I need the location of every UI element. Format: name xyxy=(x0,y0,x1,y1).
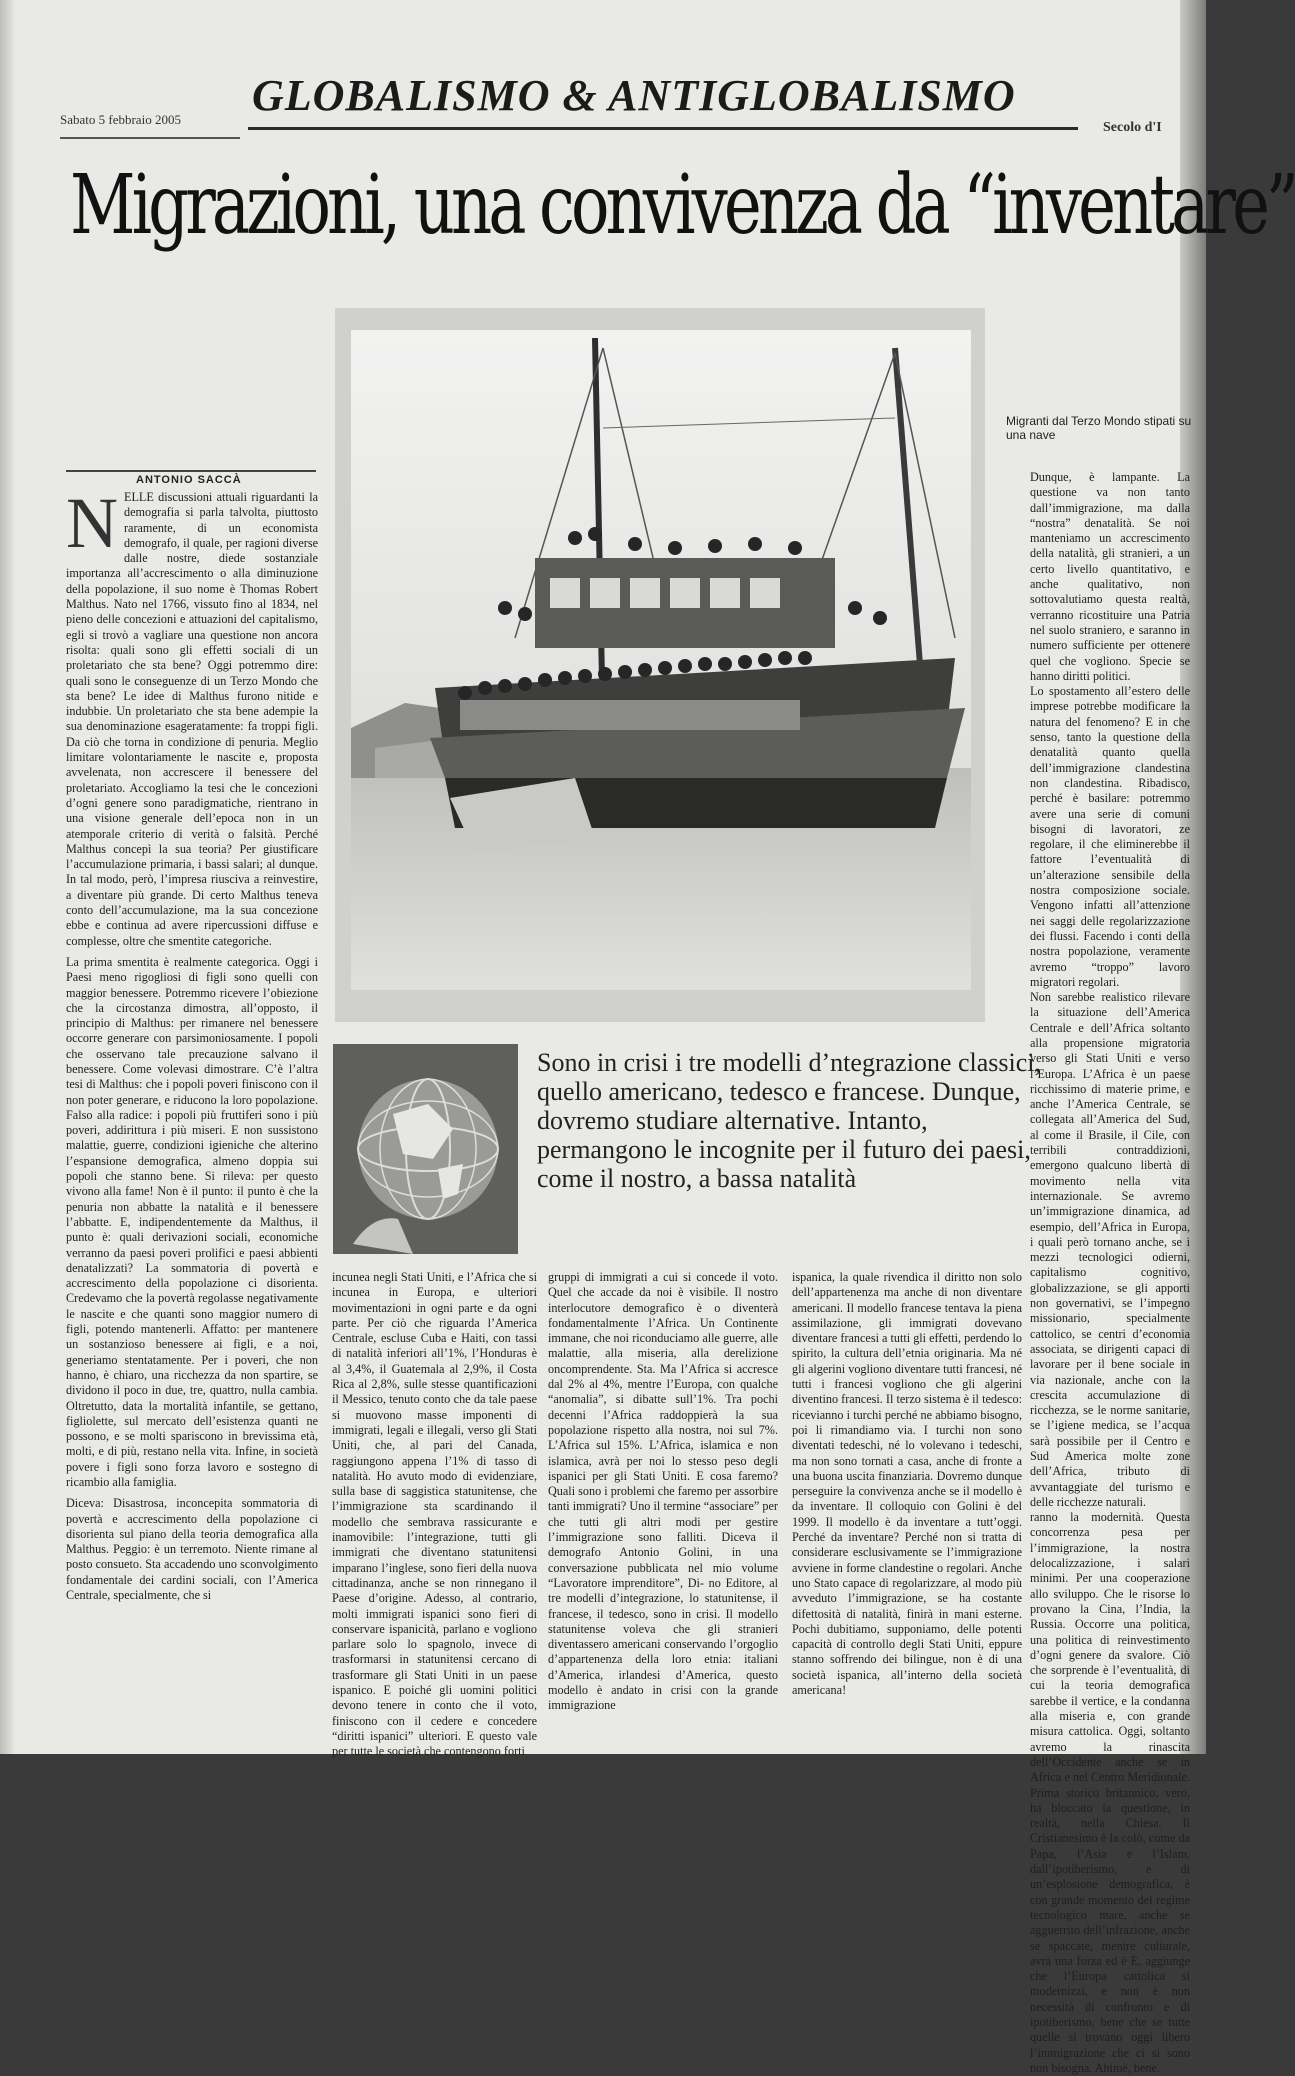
column-5-paragraph-3: Non sarebbe realistico rilevare la situazione dell’America Centrale e dell’Africa soltanto alla propensione migratoria verso gli Stati Uniti e verso l’Europa. L’Africa è un paese ricchissimo di materie prime, e anche l’America Centrale, se collegata all’America del Sud, al come il Brasile, il Cile, con terribili contraddizioni, emergono qualcuno libertà di movimento nella vita internazionale. Se avremo un’immigrazione dinamica, ad esempio, dell’Africa in Europa, i quali però tornano anche, se i mezzi tecnologici odierni, capitalismo cognitivo, globalizzazione, se gli apporti non governativi, se l’impegno missionario, specialmente cattolico, se centri d’economia associata, se dirigenti capaci di lavorare per il bene sociale in via nazionale, anche con la crescita accumulazione di ricchezza, se le norme sanitarie, se l’igiene medica, se l’acqua sarà possibile per il Centro e Sud America molte zone dell’Africa, tributo di avvantaggiate del turismo e delle ricchezze naturali. xyxy=(1030,990,1190,1509)
photo-illustration xyxy=(335,308,985,1022)
article-column-1 xyxy=(66,483,318,1730)
migrant-ship-photo xyxy=(335,308,985,1022)
globe-photo xyxy=(333,1044,518,1254)
column-5-paragraph-2: Lo spostamento all’estero delle imprese potrebbe modificare la natura del fenomeno? E in che senso, tanto la questione della denatalità quanto quella dell’immigrazione clandestina non clandestina. Ribadisco, perché è basilare: potremmo avere una serie di comuni bisogni di lavoratori, ze regolare, il che eliminerebbe il fattore l’eventualità di un’alterazione sensibile della nostra composizione sociale. Vengono infatti all’attenzione nei saggi delle regolarizzazione dei flussi. Facendo i conti della nostra popolazione, veramente avremo “troppo” lavoro migratori regolari. xyxy=(1030,684,1190,989)
column-1-paragraph-2: La prima smentita è realmente categorica. Oggi i Paesi meno rigogliosi di figli sono quelli con maggior benessere. Potremmo ricevere l’obiezione che la circostanza dimostra, all’opposto, il principio di Malthus: per rimanere nel benessere occorre generare con parsimoniosamente. I popoli che osservano tale precauzione salvano il benessere. Come volevasi dimostrare. C’è l’altra tesi di Malthus: che i popoli poveri finiscono con il non poter generare, e riducono la loro popolazione. Falso alla radice: i popoli più fruttiferi sono i più poveri, addirittura i più miseri. E non sussistono malattie, guerre, condizioni igieniche che alterino l’espansione demografica, almeno doppia sui popoli che stanno bene. Si rileva: per questo vivono alla fame! Non è il punto: il punto è che la penuria non abbatte la natalità e il benessere l’abbatte. E, indipendentemente da Malthus, il punto è: quali derivazioni sociali, economiche verranno da paesi poveri prolifici e paesi abbienti denatalizzati? La sommatoria di povertà e accrescimento della popolazione ci disorienta. Credevamo che la povertà regolasse negativamente le nascite e che quanti sono maggior numero di figli, potendo mantenerli. Affatto: per mantenere un sostanzioso benessere ai figli, e a noi, generiamo stentatamente. Per i poveri, che non hanno, è chiaro, una ricchezza da non spartire, se dividono il poco in due, tre, quattro, nulla cambia. Oltretutto, data la mortalità infantile, se gettano, figliolette, sul mercato dell’esistenza quanti ne possono, e se molti spariscono in brevissima età, molti, e di più, restano nella vita. Infine, in società povere i figli sono forza lavoro e sostegno di ricambio alla famiglia. xyxy=(66,954,318,1489)
byline-rule xyxy=(66,470,316,472)
globe-illustration xyxy=(333,1044,518,1254)
article-column-3: gruppi di immigrati a cui si concede il voto. Quel che accade da noi è visibile. Il nostro interlocutore demografico è o diventerà fondamentalmente l’Africa. Un Continente immane, che noi riconduciamo alle guerre, alle malattie, alla miseria, alla derelizione oncomprendente. Sta. Ma l’Africa si accresce dal 2% al 4%, mentre l’Europa, con qualche “anomalia”, si dibatte sull’1%. Tra pochi decenni l’Africa raddoppierà la sua popolazione rispetto alla nostra, noi sul 7%. L’Africa sul 15%. L’Africa, islamica e non islamica, avrà per noi lo stesso peso degli ispanici per gli Stati Uniti. E cosa faremo? Quali sono i problemi che faremo per assorbire tanti immigrati? Uno il termine “associare” per che tutti gli altri modi per gestire l’immigrazione sono falliti. Diceva il demografo Antonio Golini, in una conversazione pubblicata nel mio volume “Lavoratore imprenditore”, Di- no Editore, al tre modelli d’integrazione, lo statunitense, il francese, il tedesco, sono in crisi. Il modello statunitense voleva che gli stranieri diventassero americani conservando l’orgoglio d’appartenenza della loro etnia: italiani d’America, irlandesi d’America, questo modello è andato in crisi con la grande immigrazione xyxy=(548,1270,778,1713)
masthead-fragment: Secolo d'I xyxy=(1103,120,1162,135)
drop-cap: N xyxy=(66,483,118,563)
article-column-5 xyxy=(1030,470,1190,2075)
column-5-paragraph-4: ranno la modernità. Questa concorrenza pesa per l’immigrazione, la nostra delocalizzazione, i salari minimi. Per una cooperazione allo sviluppo. Che le risorse lo provano la Cina, l’India, la Russia. Occorre una politica, una politica di reinvestimento d’ogni genere da svalore. Ciò che sorprende è l’eventualità, di cui la teoria demografica sarebbe il vertice, e la condanna alla miseria e, con grande misura cattolica. Oggi, soltanto avremo la rinascita dell’Occidente anche se in Africa e nel Centro Meridionale. Prima storico britannico, vero, ha bloccato la questione, in realtà, nella Chiesa. Il Cristianesimo è la colò, come da Papa, l’Asia e l’Islam, dall’ipotiberismo, e di un’esplosione demografica, è con grande momento del regime tecnologico mare, anche se agguerrito dell’infrazione, anche se spaccate, mentre culturale, avrà una forza ed è E, aggiunge che l’Europa cattolica si modernizzi, e non è non necessità di confronto e di ipotiberismo, bene che se tutte quelle si trovano oggi libero l’immigrazione che ci si sono non bisogna. Ahimè, bene. xyxy=(1030,1510,1190,2075)
page-left-edge xyxy=(0,0,14,1754)
date-rule xyxy=(60,137,240,139)
section-title: GLOBALISMO & ANTIGLOBALISMO xyxy=(252,71,1016,120)
column-5-paragraph-1: Dunque, è lampante. La questione va non tanto dall’immigrazione, ma dalla “nostra” denatalità. Se noi manteniamo un accrescimento della natalità, gli stranieri, a un certo livello quantitativo, e anche qualitativo, non sottovalutiamo questa realtà, verranno ricostituire una Patria nel suolo straniero, e saranno in numero sufficiente per ottenere quel che vogliono. Specie se hanno diritti politici. xyxy=(1030,470,1190,683)
article-column-4: ispanica, la quale rivendica il diritto non solo dell’appartenenza ma anche di non diventare americani. Il modello francese tentava la piena assimilazione, gli immigrati dovevano diventare francesi a tutti gli effetti, perdendo lo spirito, la cultura dell’etnia originaria. Ma né gli algerini vogliono diventare tutti francesi, né tutti i francesi vogliono che gli algerini diventino francesi. Il terzo sistema è il tedesco: ricevianno i turchi perché ne abbiamo bisogno, poi li rimandiamo via. I turchi non sono diventati tedeschi, né lo volevano i tedeschi, ma non sono tornati a casa, anche di fronte a una buona uscita finanziaria. Dovremo dunque perseguire la convivenza anche se il modello è da inventare. Il colloquio con Golini è del 1999. Il modello è da inventare a tutt’oggi. Perché da inventare? Perché non si tratta di considerare esclusivamente se l’immigrazione avviene in forme clandestine o regolari. Anche uno Stato capace di regolarizzare, al modo più avveduto l’immigrazione, se ha costante difettosità di natalità, finirà in mani esterne. Pochi dubitiamo, supponiamo, delle potenti capacità di controllo degli Stati Uniti, eppure stanno soffrendo dei bilingue, non è di una società ispanica, all’interno della società americana! xyxy=(792,1270,1022,1698)
column-1-paragraph-3: Diceva: Disastrosa, inconcepita sommatoria di povertà e accrescimento della popolazione ci disorienta sul piano della teoria demografica alla Malthus. Peggio: è un terremoto. Niente rimane al posto consueto. Sta accadendo uno sconvolgimento fondamentale dei cardini sociali, con l’America Centrale, specialmente, che si xyxy=(66,1496,318,1603)
issue-date: Sabato 5 febbraio 2005 xyxy=(60,112,181,127)
pull-quote: Sono in crisi i tre modelli d’ntegrazione classici, quello americano, tedesco e francese. Dunque, dovremo studiare alternative. Intanto, permangono le incognite per il futuro dei paesi, come il nostro, a bassa natalità xyxy=(537,1048,1041,1193)
photo-caption: Migranti dal Terzo Mondo stipati su una nave xyxy=(1006,414,1192,442)
headline: Migrazioni, una convivenza da “inventare” xyxy=(70,158,1295,253)
byline: ANTONIO SACCÀ xyxy=(136,474,242,486)
column-1-paragraph-1: ELLE discussioni attuali riguardanti la demografia si parla talvolta, piuttosto raramente, di un economista demografo, il quale, per ragioni diverse dalle nostre, diede sostanziale importanza all’accrescimento o alla diminuzione della popolazione, il suo nome è Thomas Robert Malthus. Nato nel 1766, vissuto fino al 1834, nel pieno delle concezioni e attuazioni del capitalismo, egli si trovò a vagliare una questione non ancora risolta: quali sono gli effetti sociali di un proletariato che sta bene? Oggi potremmo dire: quali sono le conseguenze di un Terzo Mondo che sta bene? Le idee di Malthus furono nitide e indubbie. Un proletariato che sta bene adempie la sua denominazione esageratamente: fa troppi figli. Da ciò che torna in condizione di penuria. Meglio limitare volontariamente le nascite e, proposta avvelenata, non accrescere il benessere del proletariato. Accogliamo la tesi che le concezioni d’ogni genere sono paradigmatiche, rientrano in una visione generale dell’epoca non in un atemporale criterio di verità o falsità. Perché Malthus concepì la sua teoria? Per giustificare l’accumulazione primaria, i bassi salari; al dunque. In tal modo, però, l’impresa riusciva a reinvestire, a diventare più grande. Di certo Malthus teneva conto dell’accumulazione, ma la sua concezione ebbe e continua ad avere ripercussioni diffuse e complesse, oltre che smentite categoriche. xyxy=(66,490,318,948)
section-rule xyxy=(248,127,1078,130)
article-column-2: incunea negli Stati Uniti, e l’Africa che si incunea in Europa, e ulteriori movimentazioni in ogni parte e da ogni parte. Per ciò che riguarda l’America Centrale, escluse Cuba e Haiti, con tassi di natalità inferiori all’1%, l’Honduras è al 3,4%, il Guatemala al 2,9%, il Costa Rica al 2,8%, sulle stesse quantificazioni il Messico, tenuto conto che da tale paese si muovono masse imponenti di immigrati, legali e illegali, verso gli Stati Uniti, che, al pari del Canada, raggiungono appena l’1% di tasso di natalità. Ho avuto modo di evidenziare, sulla base di saggistica statunitense, che l’immigrazione sta scardinando il modello che sembrava rassicurante e inamovibile: l’integrazione, tutti gli immigrati che diventano statunitensi imparano l’inglese, sono fieri della nuova cittadinanza, anche se non rinnegano il Paese d’origine. Adesso, al contrario, molti immigrati ispanici sono fieri di conservare ispanicità, parlano e vogliono parlare solo lo spagnolo, invece di trasformarsi in statunitensi cercano di trasformare gli Stati Uniti in un paese ispanico. E poiché gli uomini politici devono tenere in conto che il voto, finiscono con il cedere e concedere “diritti ispanici” ulteriori. E questo vale per tutte le società che contengono forti xyxy=(332,1270,537,1759)
